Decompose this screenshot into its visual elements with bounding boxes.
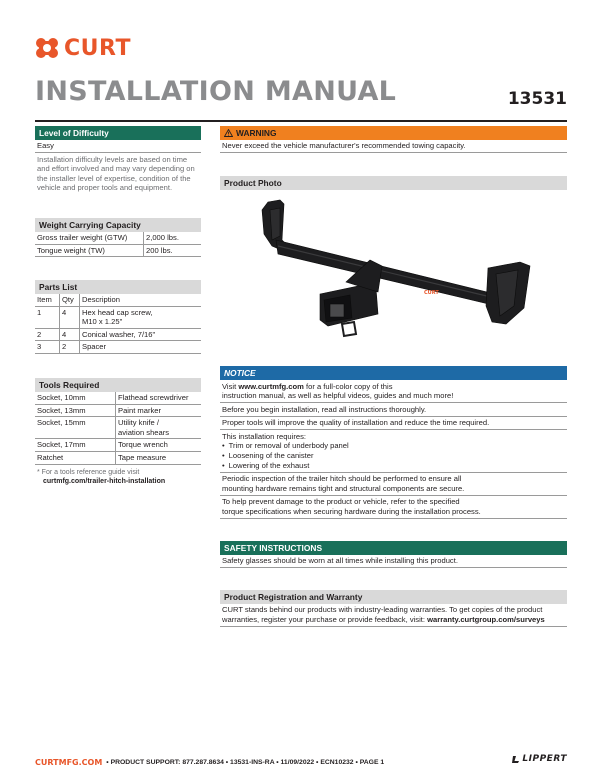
notice-periodic-line: Periodic inspection of the trailer hitch should be performed to ensure all xyxy=(222,474,462,484)
table-row xyxy=(35,306,201,328)
weight-heading: Weight Carrying Capacity xyxy=(35,218,201,232)
part-description: Conical washer, 7/16" xyxy=(80,328,202,341)
tool-left: Ratchet xyxy=(35,451,116,464)
notice-visit-line2: instruction manual, as well as helpful videos, guides and much more! xyxy=(222,391,454,401)
notice-visit-pre: Visit xyxy=(222,381,239,391)
col-item: Item xyxy=(35,294,60,306)
difficulty-level: Easy xyxy=(35,140,201,153)
safety-heading: SAFETY INSTRUCTIONS xyxy=(220,541,567,555)
table-row xyxy=(35,392,201,404)
tools-footnote-text: * For a tools reference guide visit xyxy=(37,468,140,476)
tools-table xyxy=(35,392,201,465)
brand-name: CURT xyxy=(64,35,131,61)
tool-right: Flathead screwdriver xyxy=(116,392,202,404)
tool-right: Torque wrench xyxy=(116,439,202,452)
notice-read-first: Before you begin installation, read all instructions thoroughly. xyxy=(220,403,567,417)
part-item: 3 xyxy=(35,341,60,354)
list-item: • Lowering of the exhaust xyxy=(222,461,565,471)
product-photo-heading: Product Photo xyxy=(220,176,567,190)
trailer-hitch-image xyxy=(250,196,540,344)
page-footer xyxy=(35,756,567,768)
tool-right: Tape measure xyxy=(116,451,202,464)
part-number: 13531 xyxy=(507,89,567,109)
list-item: • Loosening of the canister xyxy=(222,451,565,461)
part-item: 2 xyxy=(35,328,60,341)
footer-site-link[interactable]: CURTMFG.COM xyxy=(35,757,103,767)
part-description: Spacer xyxy=(80,341,202,354)
warranty-text-line: warranties, register your purchase or provide feedback, visit: xyxy=(222,615,428,624)
part-desc-line: Hex head cap screw, xyxy=(82,307,153,317)
lippert-name: LIPPERT xyxy=(522,754,567,764)
part-desc-line: M10 x 1.25" xyxy=(82,317,123,327)
table-row xyxy=(35,341,201,354)
safety-text: Safety glasses should be worn at all times while installing this product. xyxy=(220,555,567,568)
gtw-value: 2,000 lbs. xyxy=(144,232,202,244)
safety-section xyxy=(220,541,567,568)
tool-left: Socket, 13mm xyxy=(35,404,116,417)
tw-value: 200 lbs. xyxy=(144,244,202,257)
notice-torque xyxy=(220,496,567,519)
requirements-heading: This installation requires: xyxy=(222,431,306,441)
tools-section xyxy=(35,378,201,489)
warranty-link[interactable]: warranty.curtgroup.com/surveys xyxy=(427,615,545,624)
table-row xyxy=(35,244,201,257)
tool-left: Socket, 10mm xyxy=(35,392,116,404)
table-row xyxy=(35,439,201,452)
notice-section xyxy=(220,366,567,519)
table-row xyxy=(35,232,201,244)
difficulty-description: Installation difficulty levels are based on time and effort involved and may vary depending on the installer level of expertise, condition of the vehicle and proper tools and equipment. xyxy=(37,155,195,193)
tool-right-line: Utility knife / xyxy=(118,418,159,428)
tool-left: Socket, 15mm xyxy=(35,417,116,439)
warning-heading-text: WARNING xyxy=(236,128,277,138)
part-qty: 4 xyxy=(60,306,80,328)
table-row xyxy=(35,417,201,439)
tools-footnote xyxy=(35,465,201,489)
warning-triangle-icon xyxy=(224,129,233,137)
page-title: INSTALLATION MANUAL xyxy=(35,76,397,107)
notice-requirements xyxy=(220,430,567,472)
notice-periodic xyxy=(220,473,567,496)
col-description: Description xyxy=(80,294,202,306)
tool-right: Paint marker xyxy=(116,404,202,417)
curt-logo xyxy=(35,36,131,60)
part-item: 1 xyxy=(35,306,60,328)
lippert-mark-icon xyxy=(511,755,520,764)
warning-heading xyxy=(220,126,567,140)
table-row xyxy=(35,404,201,417)
footer-details: • PRODUCT SUPPORT: 877.287.8634 • 13531-INS-RA • 11/09/2022 • ECN10232 • PAGE 1 xyxy=(106,758,385,766)
part-qty: 2 xyxy=(60,341,80,354)
warranty-heading: Product Registration and Warranty xyxy=(220,590,567,604)
table-row xyxy=(35,328,201,341)
notice-torque-line: torque specifications when securing hardware during the installation process. xyxy=(222,507,481,517)
parts-heading: Parts List xyxy=(35,280,201,294)
table-row xyxy=(35,451,201,464)
notice-visit xyxy=(220,380,567,403)
header-rule xyxy=(35,120,567,122)
parts-table xyxy=(35,294,201,354)
warranty-text xyxy=(220,604,567,627)
tools-heading: Tools Required xyxy=(35,378,201,392)
tool-right xyxy=(116,417,202,439)
parts-section xyxy=(35,280,201,354)
list-item: • Trim or removal of underbody panel xyxy=(222,441,565,451)
part-qty: 4 xyxy=(60,328,80,341)
lippert-logo xyxy=(511,754,567,764)
curt-gear-logo-icon xyxy=(35,37,59,59)
notice-proper-tools: Proper tools will improve the quality of installation and reduce the time required. xyxy=(220,417,567,431)
tools-guide-link[interactable]: curtmfg.com/trailer-hitch-installation xyxy=(43,477,166,485)
notice-torque-line: To help prevent damage to the product or vehicle, refer to the specified xyxy=(222,497,460,507)
weight-section xyxy=(35,218,201,257)
difficulty-heading: Level of Difficulty xyxy=(35,126,201,140)
hitch-brand-mark: CURT xyxy=(424,290,439,296)
warning-text: Never exceed the vehicle manufacturer's recommended towing capacity. xyxy=(220,140,567,153)
warning-section xyxy=(220,126,567,153)
tool-right-line: aviation shears xyxy=(118,427,170,437)
difficulty-section xyxy=(35,126,201,195)
tool-left: Socket, 17mm xyxy=(35,439,116,452)
curtmfg-link[interactable]: www.curtmfg.com xyxy=(238,381,304,391)
col-qty: Qty xyxy=(60,294,80,306)
notice-visit-post: for a full-color copy of this xyxy=(303,381,393,391)
notice-heading: NOTICE xyxy=(220,366,567,380)
requirements-list xyxy=(222,441,565,470)
notice-periodic-line: mounting hardware remains tight and structural components are secure. xyxy=(222,483,465,493)
product-photo-section xyxy=(220,176,567,190)
part-description xyxy=(80,306,202,328)
warranty-text-line: CURT stands behind our products with industry-leading warranties. To get copies of the product xyxy=(222,605,543,614)
table-header-row xyxy=(35,294,201,306)
tw-label: Tongue weight (TW) xyxy=(35,244,144,257)
warranty-section xyxy=(220,590,567,627)
weight-table xyxy=(35,232,201,257)
gtw-label: Gross trailer weight (GTW) xyxy=(35,232,144,244)
